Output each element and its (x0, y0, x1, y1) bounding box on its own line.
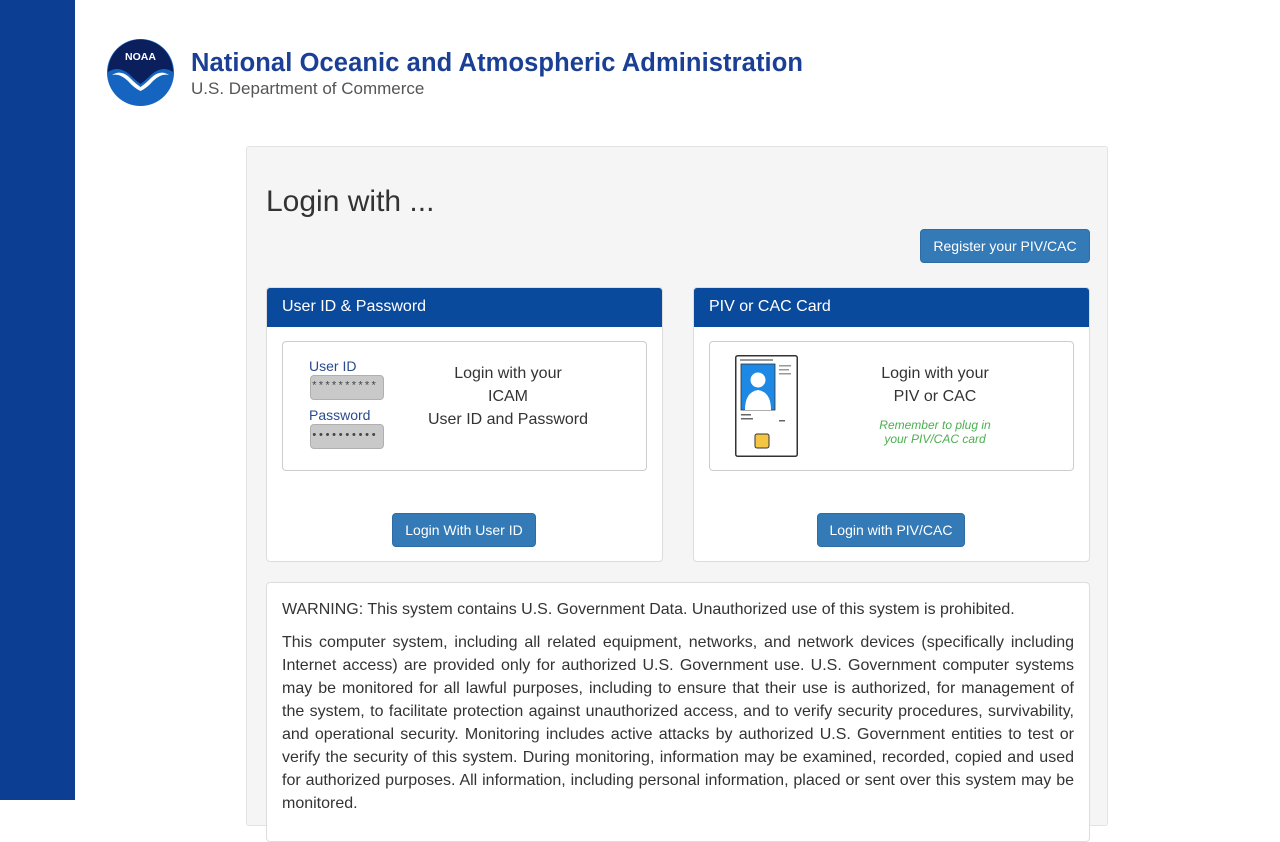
login-with-piv-cac-button[interactable]: Login with PIV/CAC (817, 513, 965, 547)
password-sample-field: •••••••••• (310, 424, 384, 449)
user-desc-line-1: Login with your (454, 365, 562, 382)
user-login-description (403, 362, 613, 431)
left-sidebar-strip (0, 0, 75, 800)
piv-login-illustration (709, 341, 1074, 471)
user-login-illustration (282, 341, 647, 471)
warning-body: This computer system, including all related equipment, networks, and network devices (specifically including Internet access) are provided only for authorized U.S. Government use. U.S. Government computer systems may be monitored for all lawful purposes, including to ensure that their use is authorized, for management of the system, to facilitate protection against unauthorized access, and to verify security procedures, survivability, and operational security. Monitoring includes active attacks by authorized U.S. Government entities to test or verify the security of this system. During monitoring, information may be examined, recorded, copied and used for authorized purposes. All information, including personal information, placed or sent over this system may be monitored. (282, 634, 1074, 812)
security-warning-box (266, 582, 1090, 842)
org-name: National Oceanic and Atmospheric Administration (191, 49, 804, 77)
user-id-sample-field: ********** (310, 375, 384, 400)
id-card-icon (735, 355, 798, 457)
piv-reminder-note (845, 418, 1025, 446)
piv-desc-line-1: Login with your (881, 365, 989, 382)
piv-login-description (845, 362, 1025, 408)
login-with-user-id-button[interactable]: Login With User ID (392, 513, 536, 547)
warning-heading: WARNING: This system contains U.S. Government Data. Unauthorized use of this system is prohibited. (282, 601, 1015, 618)
site-header (106, 38, 826, 108)
password-label: Password (309, 407, 371, 423)
login-panel (246, 146, 1108, 826)
user-desc-line-2: ICAM (488, 388, 528, 405)
piv-card-header: PIV or CAC Card (694, 288, 1089, 327)
piv-desc-line-2: PIV or CAC (893, 388, 977, 405)
user-id-label: User ID (309, 358, 357, 374)
register-piv-cac-button[interactable]: Register your PIV/CAC (920, 229, 1090, 263)
svg-text:NOAA: NOAA (125, 51, 156, 63)
piv-note-line-1: Remember to plug in (879, 418, 991, 432)
noaa-logo-icon (106, 38, 175, 107)
piv-cac-card (693, 287, 1090, 562)
page-title: Login with ... (266, 185, 435, 218)
user-card-header: User ID & Password (267, 288, 662, 327)
user-desc-line-3: User ID and Password (427, 411, 589, 428)
department-name: U.S. Department of Commerce (191, 79, 425, 98)
piv-note-line-2: your PIV/CAC card (884, 432, 986, 446)
user-id-password-card (266, 287, 663, 562)
